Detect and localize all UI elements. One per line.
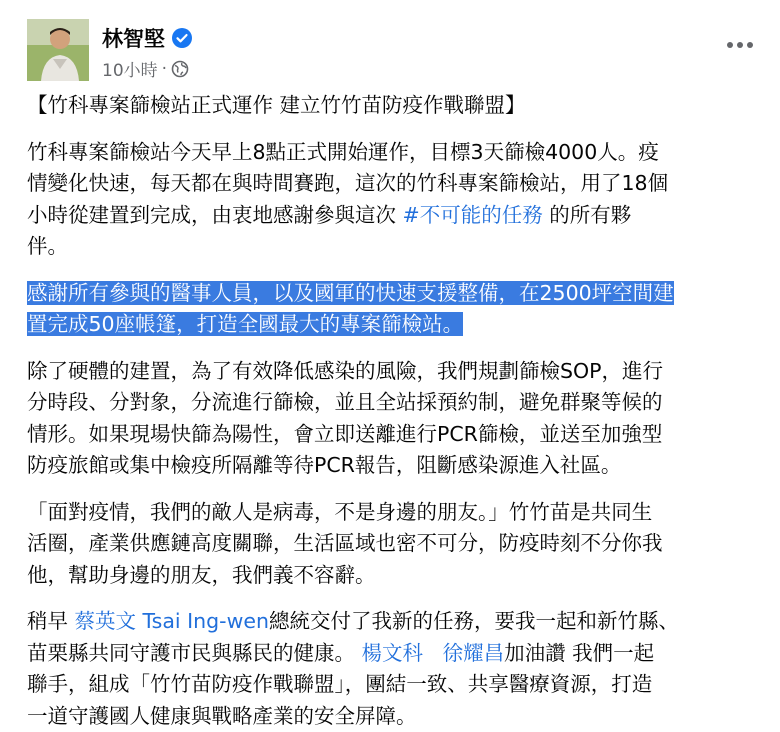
paragraph-3 — [27, 356, 762, 482]
text-line — [27, 638, 762, 670]
more-dot — [747, 42, 753, 48]
verified-badge-icon — [171, 27, 193, 49]
more-options-icon[interactable] — [720, 25, 760, 65]
post-header — [27, 19, 760, 83]
author-avatar[interactable] — [27, 19, 89, 81]
paragraph-1 — [27, 137, 762, 263]
mention-tsai-ing-wen[interactable]: 蔡英文 Tsai Ing-wen — [75, 609, 269, 633]
text-line: 除了硬體的建置，為了有效降低感染的風險，我們規劃篩檢SOP，進行 — [27, 356, 762, 388]
more-dot — [727, 42, 733, 48]
text-segment: 稍早 — [27, 609, 75, 633]
text-line: 聯手，組成「竹竹苗防疫作戰聯盟」，團結一致、共享醫療資源，打造 — [27, 669, 762, 701]
paragraph-5 — [27, 606, 762, 732]
text-segment: 苗栗縣共同守護市民與縣民的健康。 — [27, 641, 362, 665]
mention-hsu-yao-chang[interactable]: 徐耀昌 — [443, 641, 505, 665]
text-line: 竹科專案篩檢站今天早上8點正式開始運作，目標3天篩檢4000人。疫 — [27, 137, 762, 169]
post-meta — [102, 56, 189, 81]
avatar-photo — [27, 19, 89, 81]
text-line — [27, 309, 762, 341]
meta-separator: · — [162, 59, 167, 79]
selected-text: 感謝所有參與的醫事人員，以及國軍的快速支援整備，在2500坪空間建 — [27, 281, 674, 305]
post-title: 【竹科專案篩檢站正式運作 建立竹竹苗防疫作戰聯盟】 — [27, 90, 762, 122]
text-line: 分時段、分對象，分流進行篩檢，並且全站採預約制，避免群聚等候的 — [27, 387, 762, 419]
text-line: 情形。如果現場快篩為陽性，會立即送離進行PCR篩檢，並送至加強型 — [27, 419, 762, 451]
paragraph-2-highlighted — [27, 278, 762, 341]
text-gap — [423, 641, 443, 665]
text-line: 一道守護國人健康與戰略產業的安全屏障。 — [27, 701, 762, 732]
more-dot — [737, 42, 743, 48]
post-time[interactable]: 10小時 — [102, 56, 158, 81]
text-line: 活圈，產業供應鏈高度關聯，生活區域也密不可分，防疫時刻不分你我 — [27, 528, 762, 560]
text-line: 他，幫助身邊的朋友，我們義不容辭。 — [27, 560, 762, 592]
post-body — [27, 90, 762, 732]
selected-text: 置完成50座帳篷，打造全國最大的專案篩檢站。 — [27, 312, 463, 336]
text-segment: 加油讚 我們一起 — [504, 641, 654, 665]
text-segment: 小時從建置到完成，由衷地感謝參與這次 — [27, 203, 403, 227]
text-line — [27, 278, 762, 310]
globe-icon[interactable] — [171, 60, 189, 78]
text-line — [27, 606, 762, 638]
text-segment: 的所有夥 — [543, 203, 632, 227]
hashtag-link[interactable]: #不可能的任務 — [403, 203, 543, 227]
text-line — [27, 200, 762, 232]
text-line: 防疫旅館或集中檢疫所隔離等待PCR報告，阻斷感染源進入社區。 — [27, 450, 762, 482]
mention-yang-wen-ke[interactable]: 楊文科 — [362, 641, 424, 665]
author-name[interactable]: 林智堅 — [102, 23, 165, 53]
text-segment: 總統交付了我新的任務，要我一起和新竹縣、 — [269, 609, 679, 633]
paragraph-4 — [27, 497, 762, 592]
text-line: 伴。 — [27, 231, 762, 263]
post-title-paragraph — [27, 90, 762, 122]
text-line: 情變化快速，每天都在與時間賽跑，這次的竹科專案篩檢站，用了18個 — [27, 168, 762, 200]
text-line: 「面對疫情，我們的敵人是病毒，不是身邊的朋友。」竹竹苗是共同生 — [27, 497, 762, 529]
author-name-row — [102, 23, 193, 53]
